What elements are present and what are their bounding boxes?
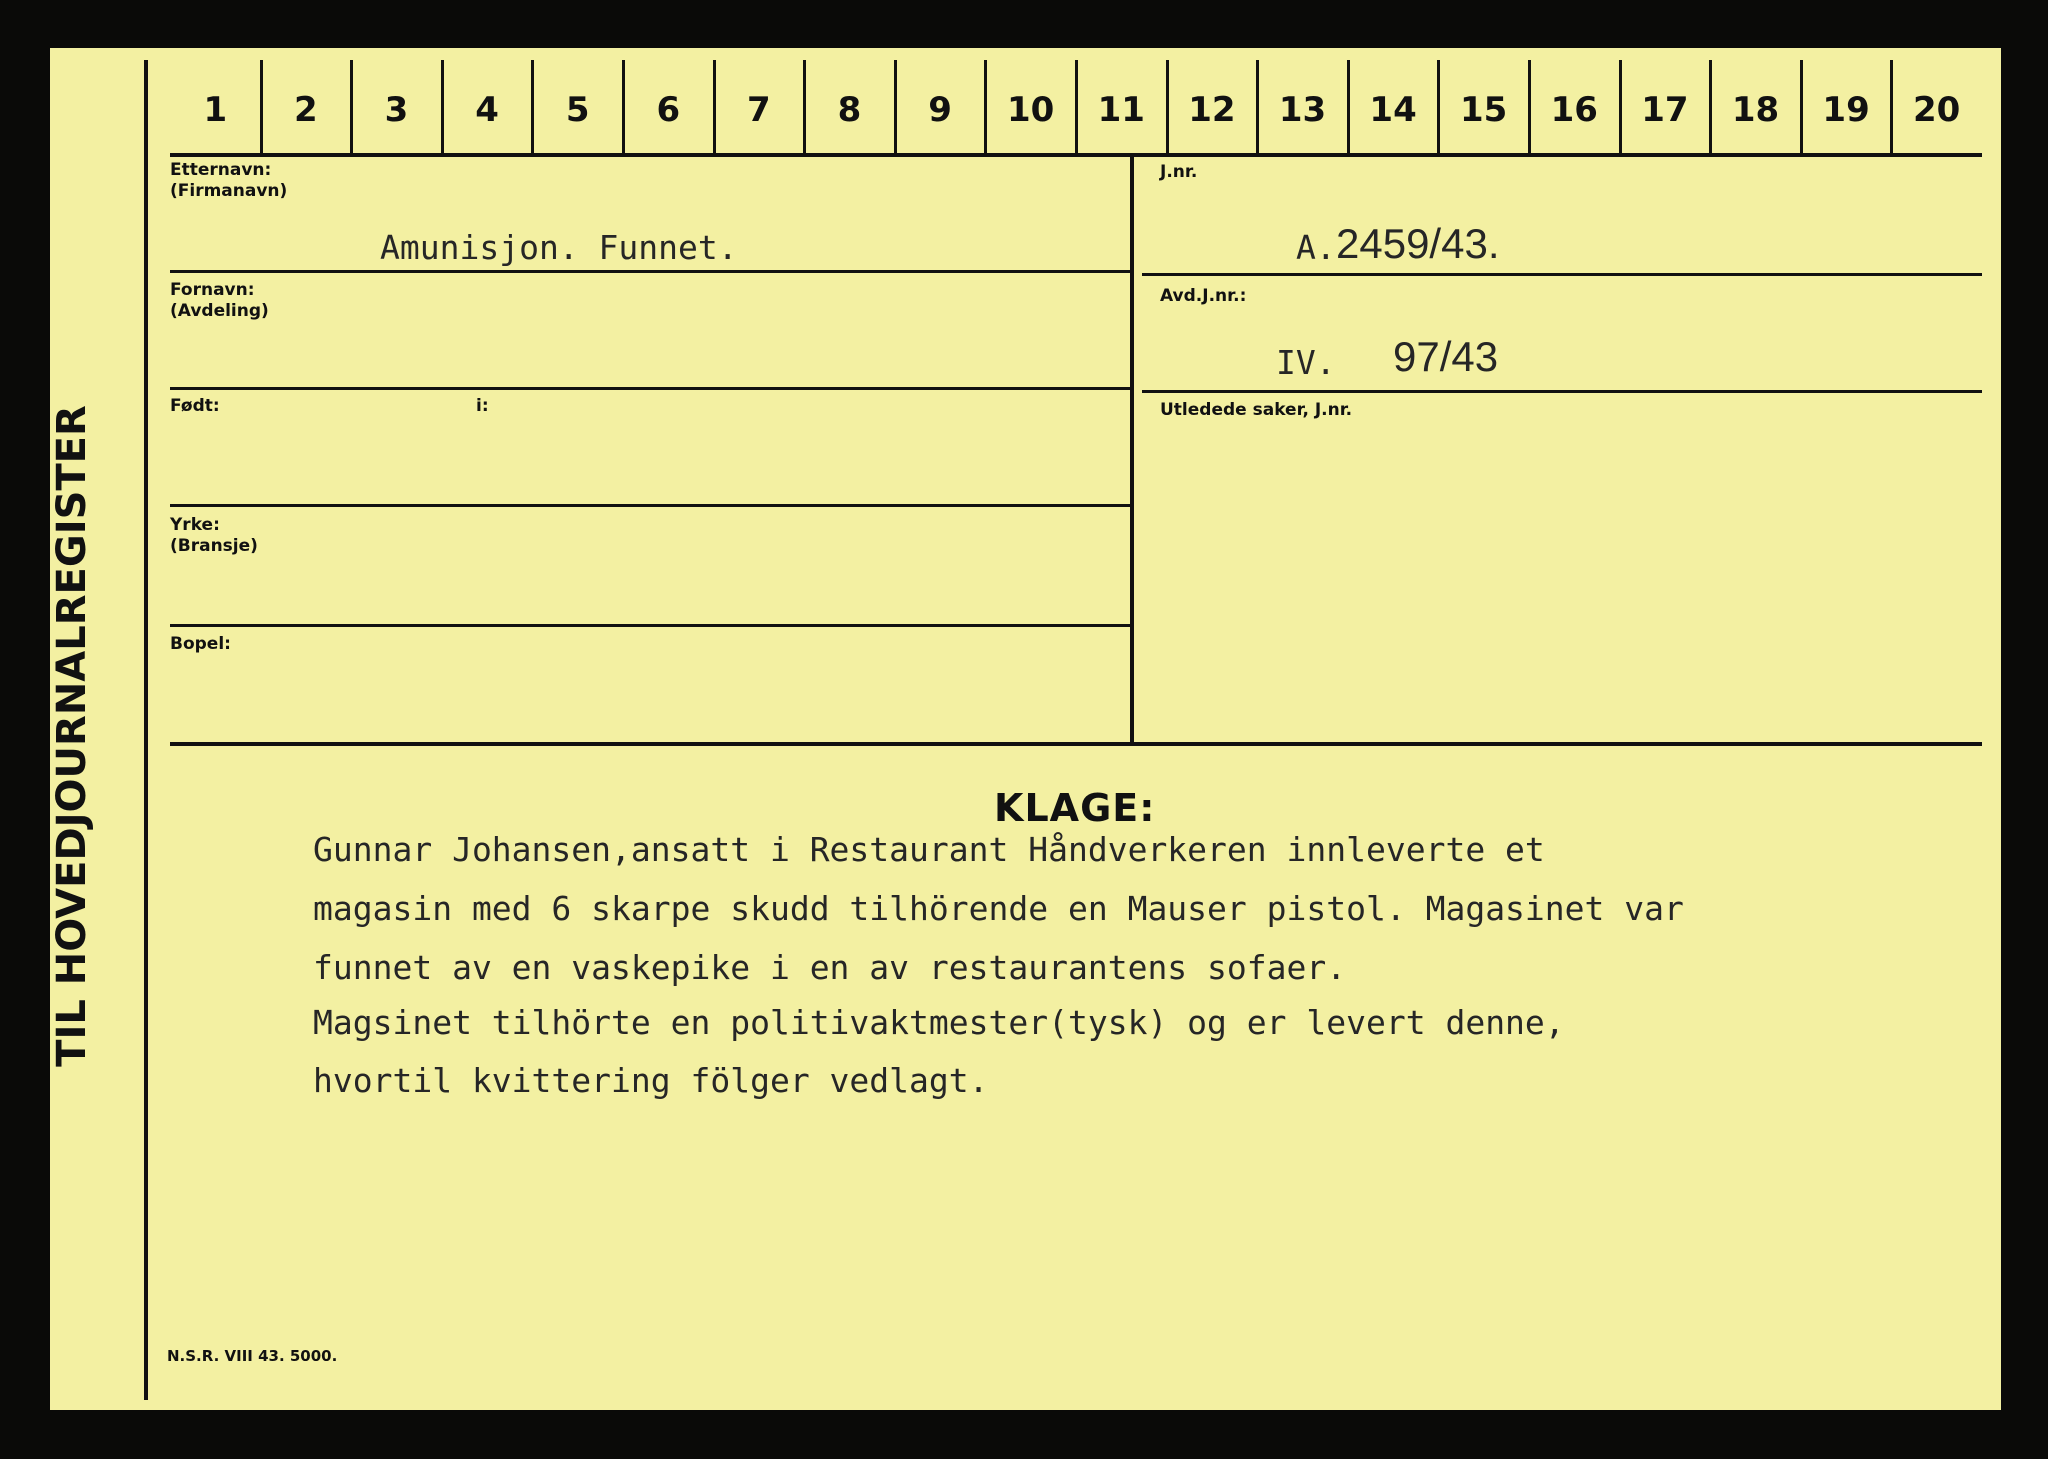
label-avd-jnr: Avd.J.nr.: [1160, 286, 1247, 306]
klage-line: Gunnar Johansen,ansatt i Restaurant Håndverkeren innleverte et [313, 830, 1545, 869]
value-avd-number: 97/43 [1393, 333, 1499, 380]
column-divider [1256, 60, 1259, 153]
column-number: 13 [1278, 90, 1327, 130]
column-number: 1 [203, 90, 228, 130]
value-avd-prefix: IV. [1276, 343, 1336, 382]
label-yrke: Yrke: (Bransje) [170, 515, 258, 556]
value-jnr-prefix: A. [1296, 228, 1336, 267]
klage-line: magasin med 6 skarpe skudd tilhörende en Mauser pistol. Magasinet var [313, 889, 1684, 928]
column-divider [622, 60, 625, 153]
printer-mark: N.S.R. VIII 43. 5000. [167, 1347, 338, 1365]
column-divider [1166, 60, 1169, 153]
middle-divider [1130, 153, 1134, 745]
column-number: 19 [1822, 90, 1870, 130]
column-number: 18 [1731, 90, 1780, 130]
klage-line: funnet av en vaskepike i en av restaurantens sofaer. [313, 948, 1347, 987]
rule-fodt [170, 504, 1132, 507]
column-number: 7 [747, 90, 771, 130]
column-divider [1890, 60, 1893, 153]
column-divider [531, 60, 534, 153]
label-fodt: Født: [170, 396, 220, 416]
klage-line: Magsinet tilhörte en politivaktmester(tysk) og er levert denne, [313, 1003, 1565, 1042]
rule-etternavn [170, 270, 1132, 273]
column-number: 2 [294, 90, 318, 130]
column-divider [1437, 60, 1440, 153]
column-number: 15 [1460, 90, 1508, 130]
column-divider [894, 60, 897, 153]
left-border-line [144, 60, 148, 1400]
register-card [50, 48, 2001, 1410]
column-divider [1800, 60, 1803, 153]
column-number: 5 [565, 90, 590, 130]
column-number: 6 [656, 90, 681, 130]
label-utledede: Utledede saker, J.nr. [1160, 400, 1353, 420]
rule-jnr [1142, 273, 1982, 276]
column-divider [350, 60, 353, 153]
column-divider [1709, 60, 1712, 153]
rule-avd [1142, 390, 1982, 393]
label-fornavn: Fornavn: (Avdeling) [170, 280, 269, 321]
column-number: 14 [1369, 90, 1417, 130]
column-number: 8 [837, 90, 862, 130]
value-etternavn: Amunisjon. Funnet. [380, 228, 738, 267]
label-fodt-i: i: [476, 396, 489, 416]
label-jnr: J.nr. [1160, 162, 1198, 182]
column-divider [1347, 60, 1350, 153]
column-number: 10 [1007, 90, 1055, 130]
rule-fornavn [170, 387, 1132, 390]
column-divider [260, 60, 263, 153]
column-divider [441, 60, 444, 153]
header-rule [170, 153, 1982, 157]
column-divider [713, 60, 716, 153]
column-number: 9 [928, 90, 952, 130]
rule-bottom-section [170, 742, 1982, 746]
rule-yrke [170, 624, 1132, 627]
column-number: 3 [384, 90, 409, 130]
klage-line: hvortil kvittering fölger vedlagt. [313, 1061, 989, 1100]
column-number: 12 [1188, 90, 1236, 130]
side-title: TIL HOVEDJOURNALREGISTER [49, 405, 95, 1067]
column-number: 20 [1913, 90, 1961, 130]
column-divider [1619, 60, 1622, 153]
column-divider [984, 60, 987, 153]
column-number: 11 [1097, 90, 1145, 130]
column-number: 17 [1641, 90, 1689, 130]
column-divider [1528, 60, 1531, 153]
label-etternavn: Etternavn: (Firmanavn) [170, 160, 288, 201]
column-number: 4 [475, 90, 499, 130]
column-number: 16 [1550, 90, 1598, 130]
klage-heading: KLAGE: [994, 786, 1156, 830]
value-jnr-number: 2459/43. [1336, 220, 1500, 267]
label-bopel: Bopel: [170, 634, 231, 654]
column-divider [803, 60, 806, 153]
column-divider [1075, 60, 1078, 153]
